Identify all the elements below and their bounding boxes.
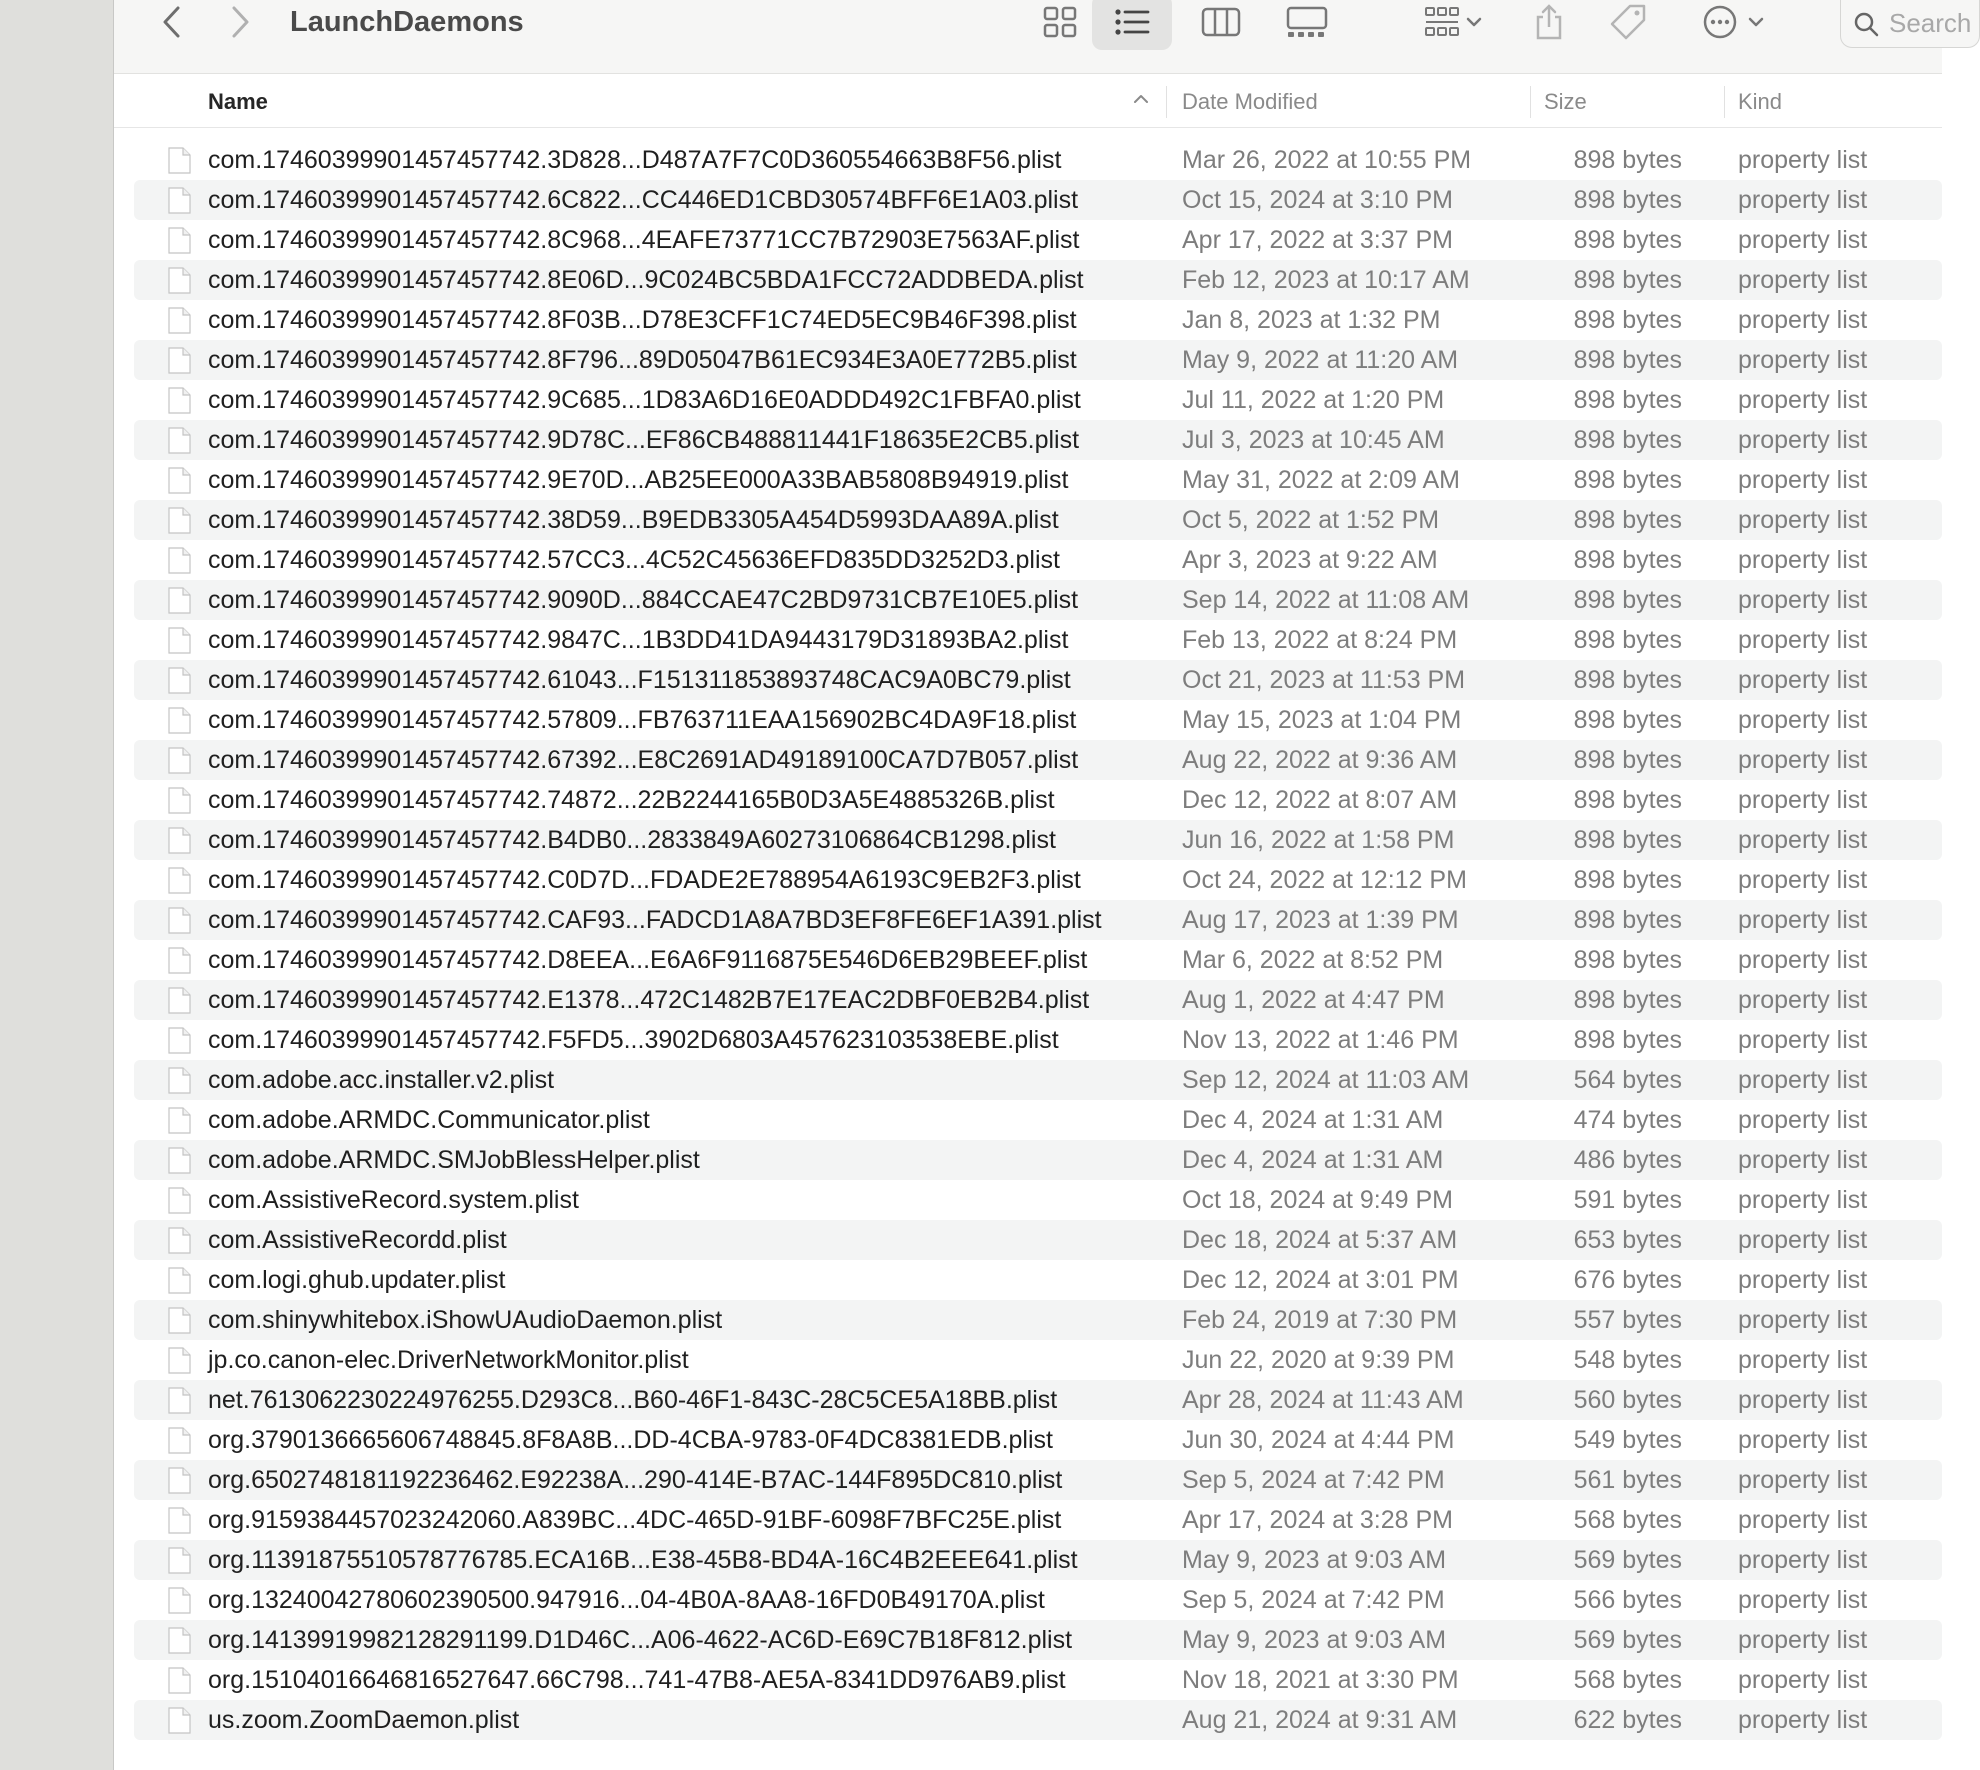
file-date-modified: Mar 26, 2022 at 10:55 PM [1182, 146, 1472, 174]
file-size: 549 bytes [1573, 1426, 1682, 1454]
file-size: 898 bytes [1573, 906, 1682, 934]
file-size: 486 bytes [1573, 1146, 1682, 1174]
file-size: 898 bytes [1573, 666, 1682, 694]
plist-file-icon [168, 1427, 191, 1454]
file-kind: property list [1738, 146, 1868, 174]
plist-file-icon [168, 1027, 191, 1054]
file-kind: property list [1738, 466, 1868, 494]
file-name: com.17460399901457457742.F5FD5...3902D6803A457623103538EBE.plist [208, 1026, 1059, 1054]
file-date-modified: Apr 17, 2024 at 3:28 PM [1182, 1506, 1454, 1534]
file-name: com.17460399901457457742.9847C...1B3DD41DA9443179D31893BA2.plist [208, 626, 1069, 654]
plist-file-icon [168, 1667, 191, 1694]
file-kind: property list [1738, 1226, 1868, 1254]
file-date-modified: Sep 12, 2024 at 11:03 AM [1182, 1066, 1470, 1094]
file-row[interactable] [134, 1260, 1942, 1300]
search-placeholder: Search [1889, 8, 1972, 38]
file-date-modified: Oct 15, 2024 at 3:10 PM [1182, 186, 1453, 214]
file-name: com.logi.ghub.updater.plist [208, 1266, 506, 1294]
file-kind: property list [1738, 906, 1868, 934]
file-name: com.shinywhitebox.iShowUAudioDaemon.plist [208, 1306, 723, 1334]
file-name: com.17460399901457457742.6C822...CC446ED1CBD30574BFF6E1A03.plist [208, 186, 1079, 214]
file-date-modified: Jun 16, 2022 at 1:58 PM [1182, 826, 1455, 854]
file-row[interactable] [134, 860, 1942, 900]
file-row[interactable] [134, 900, 1942, 940]
file-date-modified: Jul 3, 2023 at 10:45 AM [1182, 426, 1445, 454]
file-name: com.17460399901457457742.57809...FB763711EAA156902BC4DA9F18.plist [208, 706, 1077, 734]
plist-file-icon [168, 1067, 191, 1094]
file-kind: property list [1738, 626, 1868, 654]
plist-file-icon [168, 1307, 191, 1334]
sidebar-edge [0, 0, 114, 1770]
file-size: 898 bytes [1573, 426, 1682, 454]
file-size: 898 bytes [1573, 986, 1682, 1014]
file-row[interactable] [134, 300, 1942, 340]
file-name: jp.co.canon-elec.DriverNetworkMonitor.plist [208, 1346, 689, 1374]
file-date-modified: Oct 24, 2022 at 12:12 PM [1182, 866, 1467, 894]
file-row[interactable] [134, 1220, 1942, 1260]
file-name: com.17460399901457457742.9090D...884CCAE47C2BD9731CB7E10E5.plist [208, 586, 1079, 614]
file-kind: property list [1738, 866, 1868, 894]
column-header-kind[interactable]: Kind [1738, 89, 1783, 114]
column-header-name[interactable]: Name [208, 89, 268, 114]
plist-file-icon [168, 467, 191, 494]
plist-file-icon [168, 987, 191, 1014]
file-size: 560 bytes [1573, 1386, 1682, 1414]
file-kind: property list [1738, 1066, 1868, 1094]
file-row[interactable] [134, 420, 1942, 460]
file-name: com.17460399901457457742.9E70D...AB25EE000A33BAB5808B94919.plist [208, 466, 1069, 494]
file-date-modified: May 9, 2023 at 9:03 AM [1182, 1626, 1447, 1654]
file-row[interactable] [134, 540, 1942, 580]
grid-icon [1043, 6, 1077, 38]
file-name: org.9159384457023242060.A839BC...4DC-465D-91BF-6098F7BFC25E.plist [208, 1506, 1062, 1534]
file-row[interactable] [134, 460, 1942, 500]
group-icon [1424, 5, 1484, 39]
plist-file-icon [168, 667, 191, 694]
plist-file-icon [168, 827, 191, 854]
file-kind: property list [1738, 1666, 1868, 1694]
gallery-icon [1286, 6, 1328, 38]
file-name: com.adobe.ARMDC.Communicator.plist [208, 1106, 650, 1134]
file-size: 561 bytes [1573, 1466, 1682, 1494]
file-size: 569 bytes [1573, 1626, 1682, 1654]
finder-window [114, 0, 1972, 1770]
file-date-modified: Aug 22, 2022 at 9:36 AM [1182, 746, 1458, 774]
file-size: 898 bytes [1573, 786, 1682, 814]
file-name: com.17460399901457457742.B4DB0...2833849A60273106864CB1298.plist [208, 826, 1056, 854]
tag-button[interactable] [1602, 0, 1654, 44]
list-view-button[interactable] [1092, 0, 1172, 50]
plist-file-icon [168, 627, 191, 654]
file-kind: property list [1738, 946, 1868, 974]
file-size: 898 bytes [1573, 626, 1682, 654]
file-kind: property list [1738, 666, 1868, 694]
plist-file-icon [168, 1267, 191, 1294]
file-name: com.17460399901457457742.8F03B...D78E3CFF1C74ED5EC9B46F398.plist [208, 306, 1077, 334]
file-date-modified: Apr 3, 2023 at 9:22 AM [1182, 546, 1438, 574]
file-size: 568 bytes [1573, 1506, 1682, 1534]
file-date-modified: Apr 17, 2022 at 3:37 PM [1182, 226, 1454, 254]
plist-file-icon [168, 1507, 191, 1534]
toolbar [114, 0, 1972, 74]
file-name: com.17460399901457457742.3D828...D487A7F7C0D360554663B8F56.plist [208, 146, 1062, 174]
plist-file-icon [168, 787, 191, 814]
file-size: 898 bytes [1573, 266, 1682, 294]
file-row[interactable] [134, 660, 1942, 700]
file-name: com.17460399901457457742.C0D7D...FDADE2E788954A6193C9EB2F3.plist [208, 866, 1081, 894]
gallery-view-button[interactable] [1274, 0, 1340, 44]
file-kind: property list [1738, 986, 1868, 1014]
file-name: com.17460399901457457742.8C968...4EAFE73771CC7B72903E7563AF.plist [208, 226, 1080, 254]
ellipsis-circle-icon [1702, 4, 1772, 40]
file-name: com.17460399901457457742.61043...F151311853893748CAC9A0BC79.plist [208, 666, 1071, 694]
file-size: 676 bytes [1573, 1266, 1682, 1294]
share-icon [1534, 3, 1564, 41]
file-name: com.17460399901457457742.E1378...472C1482B7E17EAC2DBF0EB2B4.plist [208, 986, 1090, 1014]
file-kind: property list [1738, 1386, 1868, 1414]
search-field[interactable] [1840, 0, 1980, 48]
file-list [134, 140, 1942, 1740]
plist-file-icon [168, 1467, 191, 1494]
file-size: 898 bytes [1573, 186, 1682, 214]
plist-file-icon [168, 1387, 191, 1414]
group-button[interactable] [1414, 0, 1494, 44]
file-size: 622 bytes [1573, 1706, 1682, 1734]
file-size: 591 bytes [1573, 1186, 1682, 1214]
file-date-modified: Nov 13, 2022 at 1:46 PM [1182, 1026, 1459, 1054]
file-date-modified: Dec 12, 2024 at 3:01 PM [1182, 1266, 1459, 1294]
file-name: org.13240042780602390500.947916...04-4B0A-8AA8-16FD0B49170A.plist [208, 1586, 1045, 1614]
plist-file-icon [168, 307, 191, 334]
file-row[interactable] [134, 1660, 1942, 1700]
file-date-modified: Sep 5, 2024 at 7:42 PM [1182, 1466, 1445, 1494]
file-row[interactable] [134, 140, 1942, 180]
plist-file-icon [168, 547, 191, 574]
file-date-modified: Feb 12, 2023 at 10:17 AM [1182, 266, 1470, 294]
file-size: 557 bytes [1573, 1306, 1682, 1334]
plist-file-icon [168, 427, 191, 454]
file-row[interactable] [134, 1580, 1942, 1620]
plist-file-icon [168, 507, 191, 534]
file-size: 898 bytes [1573, 226, 1682, 254]
file-row[interactable] [134, 1300, 1942, 1340]
file-date-modified: Feb 13, 2022 at 8:24 PM [1182, 626, 1458, 654]
file-row[interactable] [134, 1420, 1942, 1460]
file-date-modified: Jun 30, 2024 at 4:44 PM [1182, 1426, 1455, 1454]
file-name: org.14139919982128291199.D1D46C...A06-4622-AC6D-E69C7B18F812.plist [208, 1626, 1073, 1654]
file-size: 568 bytes [1573, 1666, 1682, 1694]
file-size: 653 bytes [1573, 1226, 1682, 1254]
plist-file-icon [168, 1587, 191, 1614]
chevron-left-icon [161, 5, 183, 39]
file-date-modified: Dec 12, 2022 at 8:07 AM [1182, 786, 1458, 814]
file-date-modified: Jan 8, 2023 at 1:32 PM [1182, 306, 1441, 334]
plist-file-icon [168, 187, 191, 214]
file-name: com.17460399901457457742.9D78C...EF86CB488811441F18635E2CB5.plist [208, 426, 1080, 454]
file-row[interactable] [134, 1460, 1942, 1500]
file-date-modified: Apr 28, 2024 at 11:43 AM [1182, 1386, 1464, 1414]
file-date-modified: Oct 21, 2023 at 11:53 PM [1182, 666, 1466, 694]
more-actions-button[interactable] [1692, 0, 1782, 44]
file-kind: property list [1738, 1106, 1868, 1134]
plist-file-icon [168, 1187, 191, 1214]
column-header [114, 76, 1942, 128]
plist-file-icon [168, 147, 191, 174]
back-button[interactable] [150, 0, 194, 44]
file-kind: property list [1738, 346, 1868, 374]
columns-icon [1201, 7, 1241, 37]
file-row[interactable] [134, 980, 1942, 1020]
plist-file-icon [168, 387, 191, 414]
column-header-size[interactable]: Size [1544, 89, 1587, 114]
file-row[interactable] [134, 1540, 1942, 1580]
plist-file-icon [168, 747, 191, 774]
file-date-modified: Nov 18, 2021 at 3:30 PM [1182, 1666, 1459, 1694]
file-date-modified: Jun 22, 2020 at 9:39 PM [1182, 1346, 1455, 1374]
file-date-modified: Dec 4, 2024 at 1:31 AM [1182, 1146, 1444, 1174]
file-date-modified: Oct 18, 2024 at 9:49 PM [1182, 1186, 1453, 1214]
file-date-modified: May 9, 2023 at 9:03 AM [1182, 1546, 1447, 1574]
file-name: org.11391875510578776785.ECA16B...E38-45B8-BD4A-16C4B2EEE641.plist [208, 1546, 1078, 1574]
file-kind: property list [1738, 1626, 1868, 1654]
file-date-modified: Sep 14, 2022 at 11:08 AM [1182, 586, 1470, 614]
file-name: com.17460399901457457742.9C685...1D83A6D16E0ADDD492C1FBFA0.plist [208, 386, 1081, 414]
plist-file-icon [168, 947, 191, 974]
column-view-button[interactable] [1188, 0, 1254, 44]
file-size: 898 bytes [1573, 146, 1682, 174]
file-row[interactable] [134, 1500, 1942, 1540]
file-date-modified: May 31, 2022 at 2:09 AM [1182, 466, 1460, 494]
file-row[interactable] [134, 1180, 1942, 1220]
file-size: 564 bytes [1573, 1066, 1682, 1094]
file-kind: property list [1738, 1546, 1868, 1574]
share-button[interactable] [1524, 0, 1574, 44]
chevron-right-icon [229, 5, 251, 39]
file-kind: property list [1738, 1306, 1868, 1334]
file-date-modified: Aug 1, 2022 at 4:47 PM [1182, 986, 1445, 1014]
file-size: 898 bytes [1573, 506, 1682, 534]
plist-file-icon [168, 707, 191, 734]
plist-file-icon [168, 1147, 191, 1174]
file-date-modified: Dec 4, 2024 at 1:31 AM [1182, 1106, 1444, 1134]
plist-file-icon [168, 227, 191, 254]
file-date-modified: Feb 24, 2019 at 7:30 PM [1182, 1306, 1458, 1334]
file-row[interactable] [134, 780, 1942, 820]
file-size: 569 bytes [1573, 1546, 1682, 1574]
file-size: 898 bytes [1573, 386, 1682, 414]
file-kind: property list [1738, 1506, 1868, 1534]
file-kind: property list [1738, 306, 1868, 334]
file-date-modified: Oct 5, 2022 at 1:52 PM [1182, 506, 1440, 534]
file-row[interactable] [134, 620, 1942, 660]
file-size: 898 bytes [1573, 1026, 1682, 1054]
file-date-modified: May 9, 2022 at 11:20 AM [1182, 346, 1459, 374]
file-size: 898 bytes [1573, 306, 1682, 334]
plist-file-icon [168, 1547, 191, 1574]
file-kind: property list [1738, 1146, 1868, 1174]
file-kind: property list [1738, 746, 1868, 774]
file-name: com.17460399901457457742.74872...22B2244165B0D3A5E4885326B.plist [208, 786, 1055, 814]
list-icon [1114, 8, 1150, 36]
file-name: com.17460399901457457742.38D59...B9EDB3305A454D5993DAA89A.plist [208, 506, 1059, 534]
file-name: us.zoom.ZoomDaemon.plist [208, 1706, 520, 1734]
file-kind: property list [1738, 386, 1868, 414]
tag-icon [1609, 3, 1647, 41]
file-date-modified: Mar 6, 2022 at 8:52 PM [1182, 946, 1444, 974]
file-row[interactable] [134, 1060, 1942, 1100]
file-kind: property list [1738, 1706, 1868, 1734]
file-name: com.adobe.acc.installer.v2.plist [208, 1066, 555, 1094]
file-kind: property list [1738, 226, 1868, 254]
file-kind: property list [1738, 506, 1868, 534]
file-row[interactable] [134, 740, 1942, 780]
plist-file-icon [168, 347, 191, 374]
file-size: 898 bytes [1573, 346, 1682, 374]
file-kind: property list [1738, 1466, 1868, 1494]
file-size: 898 bytes [1573, 746, 1682, 774]
file-name: com.17460399901457457742.57CC3...4C52C45636EFD835DD3252D3.plist [208, 546, 1060, 574]
file-row[interactable] [134, 1100, 1942, 1140]
file-size: 898 bytes [1573, 946, 1682, 974]
window-title: LaunchDaemons [290, 6, 524, 38]
file-name: com.17460399901457457742.8E06D...9C024BC5BDA1FCC72ADDBEDA.plist [208, 266, 1084, 294]
file-kind: property list [1738, 1186, 1868, 1214]
file-kind: property list [1738, 1586, 1868, 1614]
file-row[interactable] [134, 1700, 1942, 1740]
plist-file-icon [168, 587, 191, 614]
plist-file-icon [168, 1227, 191, 1254]
file-name: com.adobe.ARMDC.SMJobBlessHelper.plist [208, 1146, 700, 1174]
file-date-modified: Aug 17, 2023 at 1:39 PM [1182, 906, 1459, 934]
file-row[interactable] [134, 1620, 1942, 1660]
plist-file-icon [168, 867, 191, 894]
file-row[interactable] [134, 380, 1942, 420]
file-row[interactable] [134, 580, 1942, 620]
file-row[interactable] [134, 500, 1942, 540]
plist-file-icon [168, 1707, 191, 1734]
file-name: org.3790136665606748845.8F8A8B...DD-4CBA-9783-0F4DC8381EDB.plist [208, 1426, 1053, 1454]
file-row[interactable] [134, 940, 1942, 980]
file-name: com.17460399901457457742.8F796...89D05047B61EC934E3A0E772B5.plist [208, 346, 1077, 374]
column-divider[interactable] [1166, 86, 1167, 118]
file-size: 898 bytes [1573, 866, 1682, 894]
file-kind: property list [1738, 546, 1868, 574]
file-name: com.17460399901457457742.CAF93...FADCD1A8A7BD3EF8FE6EF1A391.plist [208, 906, 1102, 934]
file-name: org.6502748181192236462.E92238A...290-414E-B7AC-144F895DC810.plist [208, 1466, 1063, 1494]
file-kind: property list [1738, 186, 1868, 214]
forward-button[interactable] [218, 0, 262, 44]
file-kind: property list [1738, 786, 1868, 814]
file-size: 566 bytes [1573, 1586, 1682, 1614]
file-row[interactable] [134, 1140, 1942, 1180]
plist-file-icon [168, 907, 191, 934]
file-row[interactable] [134, 220, 1942, 260]
file-row[interactable] [134, 1340, 1942, 1380]
file-date-modified: Aug 21, 2024 at 9:31 AM [1182, 1706, 1458, 1734]
file-name: com.AssistiveRecordd.plist [208, 1226, 507, 1254]
file-row[interactable] [134, 1380, 1942, 1420]
file-row[interactable] [134, 820, 1942, 860]
file-kind: property list [1738, 706, 1868, 734]
plist-file-icon [168, 267, 191, 294]
file-name: com.AssistiveRecord.system.plist [208, 1186, 579, 1214]
search-icon [1853, 11, 1879, 37]
file-kind: property list [1738, 1426, 1868, 1454]
file-size: 898 bytes [1573, 706, 1682, 734]
file-kind: property list [1738, 426, 1868, 454]
file-size: 898 bytes [1573, 586, 1682, 614]
file-row[interactable] [134, 180, 1942, 220]
plist-file-icon [168, 1627, 191, 1654]
file-size: 898 bytes [1573, 466, 1682, 494]
file-size: 474 bytes [1573, 1106, 1682, 1134]
file-size: 898 bytes [1573, 546, 1682, 574]
sort-ascending-icon [1132, 90, 1150, 108]
file-kind: property list [1738, 1266, 1868, 1294]
plist-file-icon [168, 1107, 191, 1134]
file-kind: property list [1738, 266, 1868, 294]
file-row[interactable] [134, 700, 1942, 740]
column-divider[interactable] [1724, 86, 1725, 118]
icon-view-button[interactable] [1024, 0, 1096, 44]
file-row[interactable] [134, 340, 1942, 380]
file-name: org.15104016646816527647.66C798...741-47B8-AE5A-8341DD976AB9.plist [208, 1666, 1066, 1694]
file-date-modified: May 15, 2023 at 1:04 PM [1182, 706, 1462, 734]
column-header-date-modified[interactable]: Date Modified [1182, 89, 1318, 114]
file-kind: property list [1738, 826, 1868, 854]
file-kind: property list [1738, 1026, 1868, 1054]
file-kind: property list [1738, 586, 1868, 614]
file-date-modified: Dec 18, 2024 at 5:37 AM [1182, 1226, 1458, 1254]
file-size: 548 bytes [1573, 1346, 1682, 1374]
column-divider[interactable] [1530, 86, 1531, 118]
file-kind: property list [1738, 1346, 1868, 1374]
file-name: com.17460399901457457742.67392...E8C2691AD49189100CA7D7B057.plist [208, 746, 1079, 774]
file-date-modified: Sep 5, 2024 at 7:42 PM [1182, 1586, 1445, 1614]
file-name: com.17460399901457457742.D8EEA...E6A6F9116875E546D6EB29BEEF.plist [208, 946, 1088, 974]
file-size: 898 bytes [1573, 826, 1682, 854]
file-date-modified: Jul 11, 2022 at 1:20 PM [1182, 386, 1445, 414]
file-name: net.7613062230224976255.D293C8...B60-46F1-843C-28C5CE5A18BB.plist [208, 1386, 1058, 1414]
plist-file-icon [168, 1347, 191, 1374]
file-row[interactable] [134, 260, 1942, 300]
file-row[interactable] [134, 1020, 1942, 1060]
